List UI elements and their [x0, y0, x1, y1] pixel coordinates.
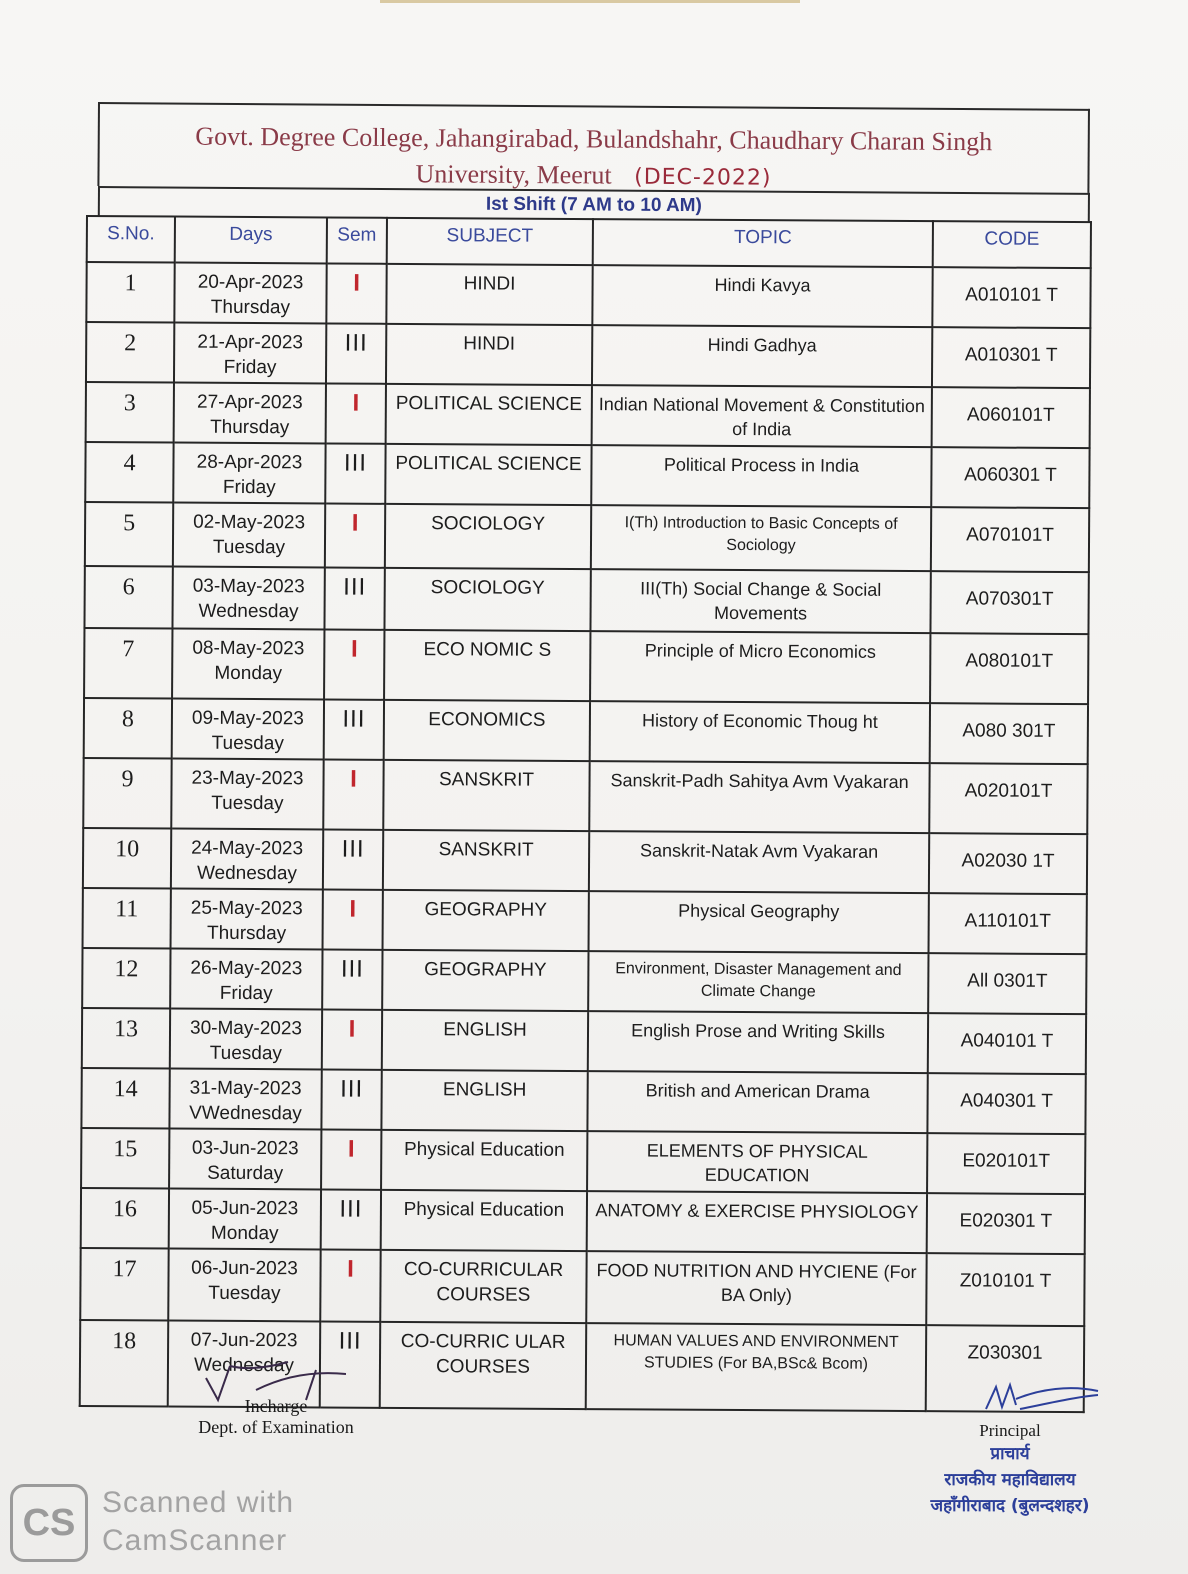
college-stamp-line-2: जहाँगीराबाद (बुलन्दशहर)	[930, 1496, 1090, 1516]
college-stamp-line-1: राजकीय महाविद्यालय	[944, 1470, 1076, 1490]
row-date: 21-Apr-2023	[197, 331, 304, 354]
row-days	[168, 1249, 320, 1322]
row-sno: 15	[81, 1128, 169, 1189]
table-row	[84, 628, 1088, 704]
row-days	[169, 1069, 321, 1130]
row-subject: HINDI	[386, 324, 592, 385]
semester-value: III	[339, 1195, 363, 1223]
table-row	[80, 1248, 1084, 1326]
semester-value: III	[343, 573, 367, 601]
row-sno: 9	[83, 758, 171, 829]
col-topic: TOPIC	[593, 219, 933, 267]
row-code: A080 301T	[930, 703, 1088, 764]
row-days	[171, 889, 323, 950]
row-sno: 12	[82, 948, 170, 1009]
row-days	[172, 629, 324, 700]
row-days	[174, 263, 326, 324]
watermark-line-1: Scanned with	[102, 1486, 295, 1519]
table-row	[83, 828, 1087, 894]
row-topic: Environment, Disaster Management and Climate Change	[588, 951, 928, 1013]
row-sno: 10	[83, 828, 171, 889]
row-code: E020301 T	[927, 1193, 1085, 1254]
semester-value: I	[349, 895, 357, 923]
semester-value: I	[348, 1015, 356, 1043]
row-topic: Indian National Movement & Constitution of India	[592, 385, 932, 447]
semester-value: I	[347, 1255, 354, 1283]
handwritten-exam-note: (DEC-2022)	[634, 164, 772, 191]
row-code: A070301T	[930, 571, 1088, 634]
table-row	[82, 948, 1086, 1014]
row-days	[173, 503, 325, 568]
row-days	[169, 1129, 321, 1190]
row-days	[172, 699, 324, 760]
row-sem	[323, 889, 383, 949]
row-weekday: Thursday	[206, 922, 287, 945]
semester-value: III	[342, 705, 366, 733]
row-topic: I(Th) Introduction to Basic Concepts of Sociology	[591, 505, 931, 571]
row-code: A02030 1T	[929, 833, 1087, 894]
table-row	[83, 888, 1087, 954]
college-header	[97, 102, 1090, 193]
row-topic: Sanskrit-Padh Sahitya Avm Vyakaran	[589, 761, 929, 833]
semester-value: I	[350, 635, 358, 663]
row-date: 08-May-2023	[192, 637, 305, 660]
paper-edge	[380, 0, 800, 3]
semester-value: I	[353, 269, 360, 297]
incharge-signature	[196, 1360, 346, 1410]
header-line-1: Govt. Degree College, Jahangirabad, Bulandshahr, Chaudhary Charan Singh	[195, 121, 993, 157]
row-code: A010101 T	[932, 267, 1090, 328]
dept-label: Dept. of Examination	[198, 1417, 354, 1437]
row-sem	[322, 1009, 382, 1069]
row-topic: III(Th) Social Change & Social Movements	[590, 569, 930, 633]
row-topic: History of Economic Thoug ht	[590, 701, 930, 763]
row-weekday: Tuesday	[209, 1042, 283, 1065]
row-subject: SOCIOLOGY	[384, 568, 590, 631]
row-days	[171, 829, 323, 890]
row-date: 03-May-2023	[192, 575, 305, 598]
row-sem	[321, 1069, 381, 1129]
row-weekday: Saturday	[207, 1162, 284, 1185]
camscanner-watermark	[10, 1484, 330, 1564]
exam-schedule-table	[79, 215, 1092, 1413]
row-date: 09-May-2023	[191, 707, 304, 730]
row-weekday: Monday	[214, 662, 283, 685]
row-sem	[326, 383, 386, 443]
row-subject: ECO NOMIC S	[384, 630, 590, 701]
row-sem	[321, 1129, 381, 1189]
row-sno: 4	[85, 442, 173, 503]
semester-value: I	[351, 509, 359, 537]
row-topic: HUMAN VALUES AND ENVIRONMENT STUDIES (For BA,BSc& Bcom)	[586, 1323, 927, 1411]
row-days	[170, 949, 322, 1010]
shift-label: Ist Shift (7 AM to 10 AM)	[98, 186, 1090, 223]
row-weekday: Thursday	[210, 416, 290, 439]
row-topic: Principle of Micro Economics	[590, 631, 930, 703]
row-weekday: Tuesday	[212, 536, 286, 559]
row-code: A080101T	[930, 633, 1088, 704]
row-date: 07-Jun-2023	[190, 1329, 298, 1352]
row-date: 25-May-2023	[190, 897, 303, 920]
row-topic: Hindi Kavya	[592, 265, 932, 327]
row-sno: 5	[85, 502, 173, 567]
row-sno: 3	[86, 382, 174, 443]
row-subject: POLITICAL SCIENCE	[386, 384, 592, 445]
row-sno: 18	[80, 1320, 169, 1407]
row-code: E020101T	[927, 1133, 1085, 1194]
row-topic: Political Process in India	[591, 445, 931, 507]
row-topic: FOOD NUTRITION AND HYCIENE (For BA Only)	[586, 1251, 926, 1325]
row-days	[172, 567, 324, 630]
row-weekday: Tuesday	[211, 792, 284, 815]
camscanner-logo: CS	[10, 1484, 88, 1562]
row-topic: ELEMENTS OF PHYSICAL EDUCATION	[587, 1131, 927, 1193]
col-days: Days	[175, 217, 327, 264]
row-weekday: Wednesday	[198, 600, 299, 623]
row-date: 31-May-2023	[189, 1077, 302, 1100]
row-code: A060101T	[932, 387, 1090, 448]
principal-signature-block	[900, 1385, 1120, 1519]
row-code: A040101 T	[928, 1013, 1086, 1074]
table-row	[81, 1068, 1085, 1134]
row-weekday: Tuesday	[211, 732, 284, 755]
row-date: 23-May-2023	[191, 767, 304, 790]
row-sem	[325, 503, 385, 567]
row-date: 30-May-2023	[189, 1017, 303, 1040]
header-line-2: University, Meerut	[415, 159, 612, 190]
incharge-label: Incharge	[244, 1396, 308, 1416]
row-code: A020101T	[929, 763, 1087, 834]
row-sno: 2	[86, 322, 174, 383]
principal-signature	[980, 1379, 1100, 1419]
row-subject: SANSKRIT	[383, 830, 589, 891]
row-date: 05-Jun-2023	[191, 1197, 299, 1220]
row-days	[170, 1009, 322, 1070]
row-sno: 14	[81, 1068, 169, 1129]
row-code: Z030301	[926, 1325, 1085, 1412]
row-weekday: VWednesday	[189, 1102, 302, 1125]
row-code: A010301 T	[932, 327, 1090, 388]
col-subject: SUBJECT	[387, 218, 593, 265]
row-subject: HINDI	[386, 264, 592, 325]
row-sno: 7	[84, 628, 172, 699]
semester-value: I	[350, 765, 357, 793]
row-sem	[321, 1189, 381, 1249]
row-weekday: Tuesday	[208, 1282, 281, 1305]
row-sem	[323, 829, 383, 889]
table-row	[85, 442, 1089, 508]
row-sem	[324, 699, 384, 759]
row-subject: POLITICAL SCIENCE	[385, 444, 591, 505]
row-subject: Physical Education	[381, 1130, 587, 1191]
semester-value: III	[343, 449, 368, 477]
row-weekday: Friday	[223, 356, 277, 379]
semester-value: III	[338, 1327, 362, 1355]
row-subject: CO-CURRIC ULAR COURSES	[380, 1322, 587, 1409]
row-sno: 16	[81, 1188, 169, 1249]
row-weekday: Friday	[219, 982, 273, 1005]
row-subject: SANSKRIT	[383, 760, 589, 831]
col-sno: S.No.	[87, 216, 175, 263]
row-code: A070101T	[931, 507, 1089, 572]
row-date: 24-May-2023	[191, 837, 304, 860]
row-subject: Physical Education	[381, 1190, 587, 1251]
row-subject: SOCIOLOGY	[385, 504, 591, 569]
row-topic: Hindi Gadhya	[592, 325, 932, 387]
row-date: 27-Apr-2023	[196, 391, 303, 414]
table-row	[81, 1128, 1085, 1194]
row-code: A060301 T	[931, 447, 1089, 508]
row-days	[171, 759, 323, 830]
row-sno: 13	[82, 1008, 170, 1069]
semester-value: III	[341, 835, 365, 863]
row-topic: Physical Geography	[589, 891, 929, 953]
table-row	[86, 262, 1090, 328]
row-sem	[326, 323, 386, 383]
row-subject: ENGLISH	[382, 1010, 588, 1071]
row-weekday: Wednesday	[196, 862, 298, 885]
principal-label: Principal	[979, 1421, 1041, 1440]
row-topic: Sanskrit-Natak Avm Vyakaran	[589, 831, 929, 893]
row-weekday: Friday	[222, 476, 276, 499]
row-weekday: Monday	[210, 1222, 279, 1245]
table-row	[82, 1008, 1086, 1074]
row-date: 20-Apr-2023	[197, 271, 304, 294]
row-topic: British and American Drama	[587, 1071, 927, 1133]
row-sno: 1	[86, 262, 174, 323]
table-row	[84, 698, 1088, 764]
table-header-row	[87, 216, 1091, 268]
row-sem	[326, 263, 386, 323]
principal-hindi: प्राचार्य	[990, 1444, 1030, 1464]
row-sem	[325, 443, 385, 503]
row-subject: ENGLISH	[381, 1070, 587, 1131]
row-code: Z010101 T	[926, 1253, 1084, 1326]
row-days	[173, 443, 325, 504]
row-sem	[324, 629, 384, 699]
col-code: CODE	[933, 221, 1091, 268]
row-weekday: Wednesday	[193, 1354, 295, 1377]
incharge-signature-block	[176, 1360, 376, 1438]
table-row	[84, 566, 1088, 634]
table-row	[86, 322, 1090, 388]
col-sem: Sem	[327, 217, 387, 263]
row-days	[174, 323, 326, 384]
row-subject: ECONOMICS	[384, 700, 590, 761]
row-code: A040301 T	[927, 1073, 1085, 1134]
row-code: A110101T	[929, 893, 1087, 954]
semester-value: III	[340, 1075, 364, 1103]
row-subject: GEOGRAPHY	[383, 890, 589, 951]
row-sno: 6	[84, 566, 172, 629]
row-sno: 11	[83, 888, 171, 949]
semester-value: III	[340, 955, 364, 983]
table-row	[83, 758, 1087, 834]
row-date: 06-Jun-2023	[191, 1257, 298, 1280]
row-sem	[323, 759, 383, 829]
row-topic: English Prose and Writing Skills	[588, 1011, 928, 1073]
semester-value: I	[352, 389, 360, 417]
table-row	[86, 382, 1090, 448]
semester-value: I	[347, 1135, 355, 1163]
row-sem	[322, 949, 382, 1009]
row-topic: ANATOMY & EXERCISE PHYSIOLOGY	[587, 1191, 927, 1253]
row-days	[169, 1189, 321, 1250]
row-sno: 8	[84, 698, 172, 759]
table-row	[81, 1188, 1085, 1254]
row-sem	[320, 1249, 380, 1321]
row-sem	[324, 567, 384, 629]
row-date: 26-May-2023	[190, 957, 303, 980]
table-row	[85, 502, 1089, 572]
row-date: 03-Jun-2023	[191, 1137, 299, 1160]
row-days	[174, 383, 326, 444]
watermark-text	[102, 1484, 294, 1560]
row-weekday: Thursday	[210, 296, 291, 319]
row-date: 02-May-2023	[193, 511, 306, 534]
row-subject: CO-CURRICULAR COURSES	[380, 1250, 586, 1323]
row-code: All 0301T	[928, 953, 1086, 1014]
row-sno: 17	[80, 1248, 168, 1321]
watermark-line-2: CamScanner	[102, 1524, 288, 1557]
row-date: 28-Apr-2023	[196, 451, 303, 474]
row-subject: GEOGRAPHY	[382, 950, 588, 1011]
semester-value: III	[344, 329, 368, 357]
